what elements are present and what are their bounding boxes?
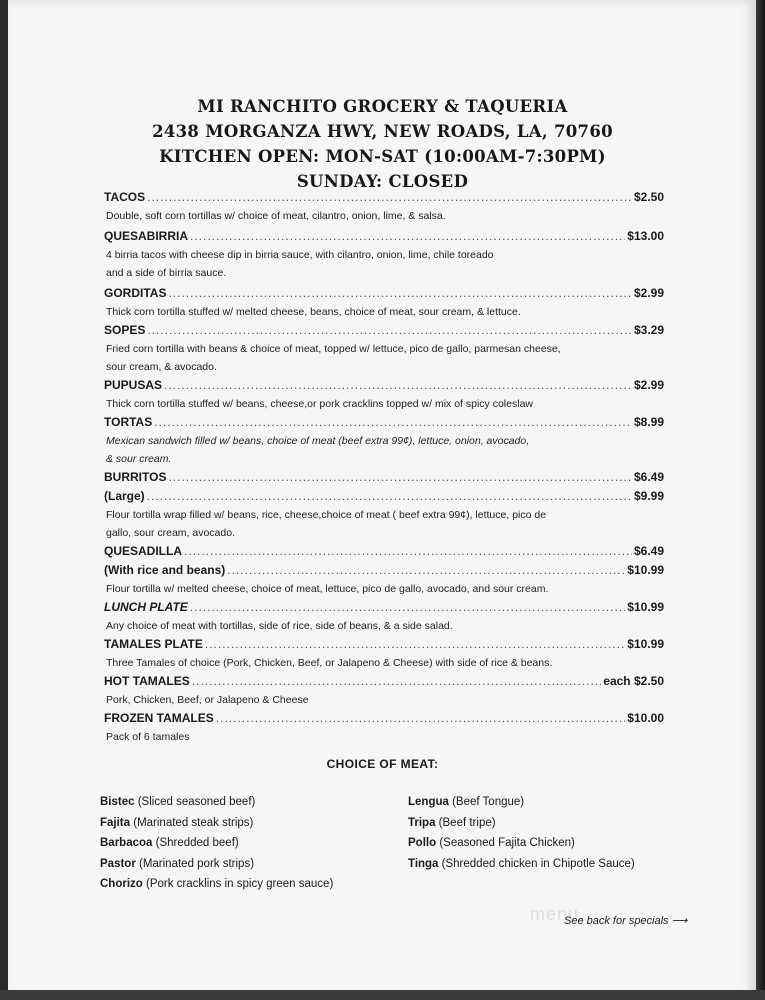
item-description: Mexican sandwich filled w/ beans, choice of meat (beef extra 99¢), lettuce, onion, avocado, bbox=[106, 435, 530, 447]
item-price: $9.99 bbox=[633, 489, 664, 503]
item-description: Flour tortilla w/ melted cheese, choice of meat, lettuce, pico de gallo, avocado, and sour cream. bbox=[106, 583, 549, 595]
item-name: HOT TAMALES bbox=[104, 674, 190, 688]
item-description: and a side of birria sauce. bbox=[106, 267, 227, 279]
item-name: GORDITAS bbox=[104, 286, 167, 300]
item-name: (With rice and beans) bbox=[104, 563, 226, 577]
menu-item-frozen-tamales bbox=[104, 709, 664, 746]
item-price: $10.00 bbox=[627, 711, 664, 725]
item-price: $13.00 bbox=[627, 229, 664, 243]
meat-item: Tinga (Shredded chicken in Chipotle Sauce) bbox=[408, 857, 635, 870]
meat-list-left bbox=[100, 792, 390, 895]
item-description: Any choice of meat with tortillas, side of rice, side of beans, & a side salad. bbox=[106, 620, 453, 632]
item-name: BURRITOS bbox=[104, 470, 167, 484]
meat-item: Bistec (Sliced seasoned beef) bbox=[100, 796, 256, 808]
item-price: $2.99 bbox=[633, 286, 664, 300]
menu-watermark: menu bbox=[530, 904, 580, 924]
restaurant-address: 2438 MORGANZA HWY, NEW ROADS, LA, 70760 bbox=[152, 122, 613, 141]
meat-item: Tripa (Beef tripe) bbox=[408, 816, 496, 829]
menu-list bbox=[104, 188, 664, 746]
item-price: $10.99 bbox=[627, 600, 664, 614]
meat-item: Pastor (Marinated pork strips) bbox=[100, 857, 255, 870]
see-back-note: See back for specials ⟶ bbox=[564, 915, 688, 927]
item-price: $2.99 bbox=[633, 378, 664, 392]
item-price: $10.99 bbox=[627, 637, 664, 651]
leader-dots bbox=[184, 542, 632, 561]
item-price: $3.29 bbox=[633, 323, 664, 337]
item-description: & sour cream. bbox=[106, 453, 172, 465]
menu-item-hot-tamales bbox=[104, 672, 664, 709]
meat-item: Pollo (Seasoned Fajita Chicken) bbox=[408, 837, 575, 849]
item-description: Thick corn tortilla stuffed w/ melted cheese, beans, choice of meat, sour cream, & lettuce. bbox=[106, 306, 521, 318]
item-price: each $2.50 bbox=[603, 674, 664, 688]
item-description: Double, soft corn tortillas w/ choice of meat, cilantro, onion, lime, & salsa. bbox=[106, 210, 446, 222]
leader-dots bbox=[147, 321, 632, 340]
item-description: Three Tamales of choice (Pork, Chicken, Beef, or Jalapeno & Cheese) with side of rice & beans. bbox=[106, 657, 553, 669]
leader-dots bbox=[216, 709, 626, 728]
item-name: TORTAS bbox=[104, 415, 153, 429]
leader-dots bbox=[192, 672, 602, 691]
item-description: Pack of 6 tamales bbox=[106, 731, 190, 743]
item-description: 4 birria tacos with cheese dip in birria sauce, with cilantro, onion, lime, chile toreado bbox=[106, 249, 494, 261]
item-price: $10.99 bbox=[627, 563, 664, 577]
menu-item-pupusas bbox=[104, 376, 664, 413]
meat-item: Chorizo (Pork cracklins in spicy green sauce) bbox=[100, 878, 334, 890]
leader-dots bbox=[164, 376, 632, 395]
menu-item-tacos bbox=[104, 188, 664, 225]
table-surface bbox=[0, 990, 765, 1000]
item-price: $2.50 bbox=[633, 190, 664, 204]
menu-item-gorditas bbox=[104, 284, 664, 321]
meat-list-right bbox=[408, 792, 678, 874]
item-name: LUNCH PLATE bbox=[104, 600, 188, 614]
item-price: $6.49 bbox=[633, 470, 664, 484]
kitchen-hours: KITCHEN OPEN: MON-SAT (10:00AM-7:30PM) bbox=[159, 147, 606, 166]
leader-dots bbox=[168, 468, 632, 487]
item-description: gallo, sour cream, avocado. bbox=[106, 527, 235, 539]
item-name: SOPES bbox=[104, 323, 146, 337]
sunday-hours: SUNDAY: CLOSED bbox=[296, 172, 469, 191]
meat-item: Lengua (Beef Tongue) bbox=[408, 796, 525, 808]
menu-item-burritos bbox=[104, 468, 664, 542]
item-name: QUESADILLA bbox=[104, 544, 182, 558]
item-description: Flour tortilla wrap filled w/ beans, rice, cheese,choice of meat ( beef extra 99¢), lettuce, pico de bbox=[106, 509, 547, 521]
menu-item-tortas bbox=[104, 413, 664, 468]
item-description: Fried corn tortilla with beans & choice of meat, topped w/ lettuce, pico de gallo, parmesan cheese, bbox=[106, 343, 561, 355]
menu-item-lunch-plate bbox=[104, 598, 664, 635]
item-name: TAMALES PLATE bbox=[104, 637, 203, 651]
item-description: Thick corn tortilla stuffed w/ beans, cheese,or pork cracklins topped w/ mix of spicy coleslaw bbox=[106, 398, 533, 410]
meat-item: Barbacoa (Shredded beef) bbox=[100, 837, 239, 849]
item-description: Pork, Chicken, Beef, or Jalapeno & Cheese bbox=[106, 694, 309, 706]
menu-item-quesadilla bbox=[104, 542, 664, 598]
item-price: $6.49 bbox=[633, 544, 664, 558]
item-description: sour cream, & avocado. bbox=[106, 361, 217, 373]
item-name: PUPUSAS bbox=[104, 378, 163, 392]
leader-dots bbox=[168, 284, 632, 303]
menu-item-quesabirria bbox=[104, 227, 664, 282]
menu-item-sopes bbox=[104, 321, 664, 376]
item-name: QUESABIRRIA bbox=[104, 229, 189, 243]
restaurant-name: MI RANCHITO GROCERY & TAQUERIA bbox=[197, 97, 568, 116]
leader-dots bbox=[190, 227, 625, 246]
leader-dots bbox=[147, 188, 632, 207]
leader-dots bbox=[205, 635, 625, 654]
item-name: FROZEN TAMALES bbox=[104, 711, 214, 725]
choice-of-meat-title: CHOICE OF MEAT: bbox=[326, 757, 439, 771]
leader-dots bbox=[190, 598, 626, 617]
item-price: $8.99 bbox=[633, 415, 664, 429]
restaurant-header bbox=[0, 94, 765, 194]
leader-dots bbox=[154, 413, 632, 432]
meat-item: Fajita (Marinated steak strips) bbox=[100, 816, 254, 829]
leader-dots bbox=[147, 487, 632, 506]
item-name: TACOS bbox=[104, 190, 146, 204]
item-name: (Large) bbox=[104, 489, 145, 503]
leader-dots bbox=[227, 561, 625, 580]
menu-item-tamales-plate bbox=[104, 635, 664, 672]
